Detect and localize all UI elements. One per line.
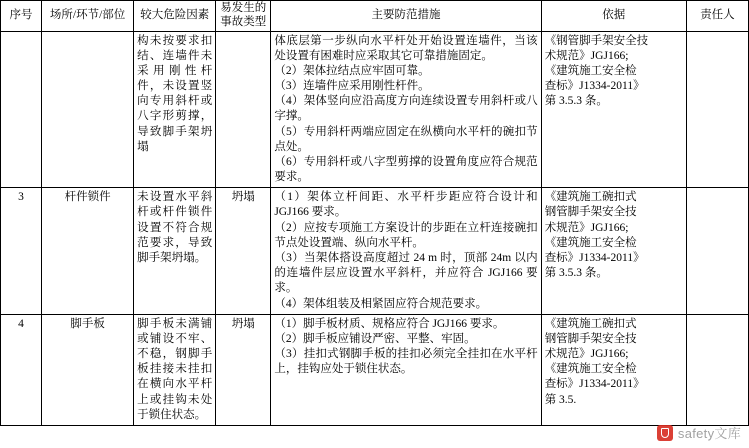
- measure-line: （5）专用斜杆两端应固定在纵横向水平杆的碗扣节点处。: [274, 125, 538, 153]
- cell-measures: [271, 188, 541, 314]
- basis-line: 术规范》JGJ166;: [544, 49, 629, 62]
- cell-responsible: [686, 31, 748, 188]
- measure-line: 体底层第一步纵向水平杆处开始设置连墙件，当该处设置有困难时应采取其它可靠措施固定。: [274, 34, 538, 62]
- measure-line: （1）架体立杆间距、水平杆步距应符合设计和 JGJ166 要求。: [274, 191, 538, 219]
- table-row: [1, 314, 749, 425]
- cell-accident: 坍塌: [216, 314, 271, 425]
- cell-accident: [216, 31, 271, 188]
- basis-line: 查标》J1334-2011》: [544, 252, 645, 264]
- watermark: [657, 423, 741, 442]
- measure-line: （2）架体拉结点应牢固可靠。: [274, 64, 430, 77]
- cell-responsible: [686, 188, 748, 314]
- watermark-label: safety文库: [677, 426, 741, 441]
- column-header-risk: 较大危险因素: [134, 1, 216, 32]
- basis-line: 查标》J1334-2011》: [544, 378, 645, 391]
- basis-line: 《建筑施工安全检: [544, 363, 637, 376]
- column-header-measures: 主要防范措施: [271, 1, 541, 32]
- cell-accident: 坍塌: [216, 188, 271, 314]
- basis-line: 钢管脚手架安全技: [544, 332, 637, 345]
- basis-line: 《建筑施工碗扣式: [544, 317, 637, 330]
- cell-no: 4: [1, 314, 42, 425]
- basis-line: 术规范》JGJ166;: [544, 348, 629, 361]
- measure-line: （6）专用斜杆或八字型剪撑的设置角度应符合规范要求。: [274, 155, 538, 184]
- table-row: [1, 188, 749, 314]
- basis-line: 术规范》JGJ166;: [544, 221, 629, 234]
- measure-line: （3）连墙件应采用刚性杆件。: [274, 80, 430, 93]
- cell-basis: [541, 31, 686, 188]
- cell-no: 3: [1, 188, 42, 314]
- measure-line: （4）架体组装及相紧固应符合规范要求。: [274, 297, 488, 310]
- basis-line: 钢管脚手架安全技: [544, 206, 637, 219]
- column-header-place: 场所/环节/部位: [42, 1, 134, 32]
- cell-place: 脚手板: [42, 314, 134, 425]
- cell-risk: 脚手板未满铺或铺设不牢、不稳，钢脚手板挂接未挂扣在横向水平杆上或挂钩未处于锁住状态。: [134, 314, 216, 425]
- cell-measures: [271, 31, 541, 188]
- cell-basis: [541, 314, 686, 425]
- basis-line: 第 3.5.: [544, 393, 577, 406]
- cell-risk: 构未按要求扣结、连墙件未采用刚性杆件，未设置竖向专用斜杆或八字形剪撑，导致脚手架坍塌: [134, 31, 216, 188]
- table-row: [1, 31, 749, 188]
- basis-line: 查标》J1334-2011》: [544, 80, 645, 93]
- basis-line: 第 3.5.3 条。: [544, 267, 608, 280]
- cell-measures: [271, 314, 541, 425]
- basis-line: 《建筑施工安全检: [544, 236, 637, 249]
- cell-responsible: [686, 314, 748, 425]
- table-header-row: [1, 1, 749, 32]
- measure-line: （2）脚手板应铺设严密、平整、牢固。: [274, 332, 476, 345]
- column-header-basis: 依据: [541, 1, 686, 32]
- measure-line: （1）脚手板材质、规格应符合 JGJ166 要求。: [274, 317, 505, 330]
- column-header-responsible: 责任人: [686, 1, 748, 32]
- measure-line: （3）当架体搭设高度超过 24 m 时，顶部 24m 以内的连墙件层应设置水平斜杆，并应符合 JGJ166 要求。: [274, 252, 538, 295]
- column-header-no: 序号: [1, 1, 42, 32]
- cell-risk: 未设置水平斜杆或杆件锁件设置不符合规范要求，导致脚手架坍塌。: [134, 188, 216, 314]
- cell-place: [42, 31, 134, 188]
- basis-line: 《建筑施工安全检: [544, 64, 637, 77]
- measure-line: （3）挂扣式钢脚手板的挂扣必须完全挂扣在水平杆上，挂钩应处于锁住状态。: [274, 348, 538, 376]
- measure-line: （4）架体竖向应沿高度方向连续设置专用斜杆或八字撑。: [274, 95, 538, 123]
- basis-line: 《钢管脚手架安全技: [544, 34, 649, 47]
- cell-no: [1, 31, 42, 188]
- cell-place: 杆件锁件: [42, 188, 134, 314]
- measure-line: （2）应按专项施工方案设计的步距在立杆连接碗扣节点处设置端、纵向水平杆。: [274, 221, 538, 249]
- basis-line: 《建筑施工碗扣式: [544, 191, 637, 204]
- shield-icon: [657, 425, 673, 441]
- column-header-accident: 易发生的事故类型: [216, 1, 271, 32]
- basis-line: 第 3.5.3 条。: [544, 95, 608, 108]
- cell-basis: [541, 188, 686, 314]
